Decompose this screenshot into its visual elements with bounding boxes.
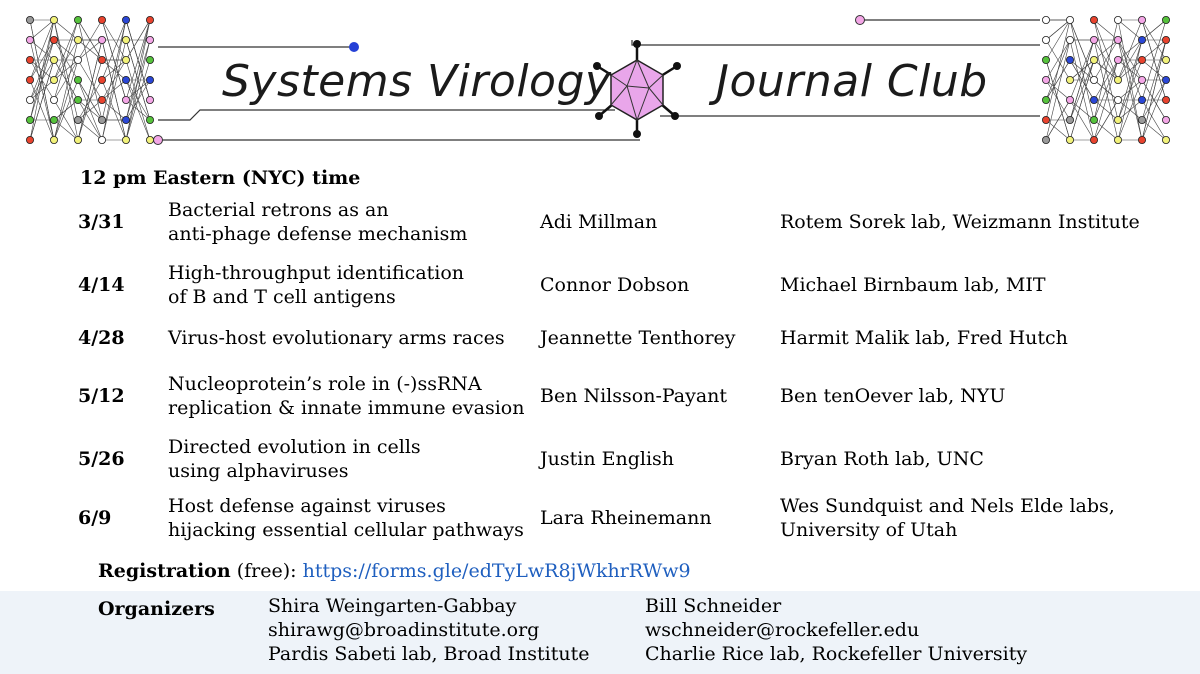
network-node	[1138, 116, 1145, 123]
row-lab-line1: Michael Birnbaum lab, MIT	[780, 274, 1046, 296]
network-node	[1138, 16, 1145, 23]
organizer-email[interactable]: wschneider@rockefeller.edu	[645, 619, 920, 641]
row-lab-line1: Harmit Malik lab, Fred Hutch	[780, 327, 1068, 349]
network-node	[146, 136, 153, 143]
network-node	[1042, 76, 1049, 83]
network-node	[146, 76, 153, 83]
registration-label: Registration	[98, 560, 231, 582]
row-speaker: Jeannette Tenthorey	[540, 327, 736, 349]
network-node	[1090, 76, 1097, 83]
network-node	[98, 76, 105, 83]
network-node	[74, 136, 81, 143]
network-node	[50, 56, 57, 63]
network-node	[1114, 16, 1121, 23]
network-node	[1114, 36, 1121, 43]
organizer-email[interactable]: shirawg@broadinstitute.org	[268, 619, 540, 641]
network-node	[1162, 16, 1169, 23]
row-date: 4/14	[78, 274, 125, 296]
network-node	[146, 116, 153, 123]
network-node	[1138, 76, 1145, 83]
row-date: 6/9	[78, 507, 112, 529]
network-node	[1042, 116, 1049, 123]
organizer-name: Shira Weingarten-Gabbay	[268, 595, 517, 617]
network-node	[146, 36, 153, 43]
row-speaker: Connor Dobson	[540, 274, 690, 296]
network-node	[50, 36, 57, 43]
network-node	[146, 96, 153, 103]
network-node	[1042, 136, 1049, 143]
row-speaker: Justin English	[540, 448, 675, 470]
network-node	[1162, 116, 1169, 123]
row-topic-line2: of B and T cell antigens	[168, 286, 396, 308]
row-topic-line1: Nucleoprotein’s role in (-)ssRNA	[168, 373, 482, 395]
network-node	[50, 116, 57, 123]
title-right: Journal Club	[716, 56, 988, 107]
network-node	[1090, 16, 1097, 23]
network-node	[146, 16, 153, 23]
organizers-label: Organizers	[98, 598, 215, 620]
network-node	[98, 16, 105, 23]
row-topic-line1: Virus-host evolutionary arms races	[168, 327, 505, 349]
network-node	[122, 76, 129, 83]
network-node	[146, 56, 153, 63]
organizer-card	[268, 594, 590, 666]
network-node	[1090, 56, 1097, 63]
network-node	[26, 116, 33, 123]
network-node	[1066, 136, 1073, 143]
network-node	[50, 16, 57, 23]
network-node	[1138, 56, 1145, 63]
organizer-affiliation: Pardis Sabeti lab, Broad Institute	[268, 643, 590, 665]
network-node	[1090, 36, 1097, 43]
network-node	[26, 76, 33, 83]
network-node	[50, 76, 57, 83]
network-node	[1066, 96, 1073, 103]
network-node	[26, 16, 33, 23]
network-node	[1066, 116, 1073, 123]
network-node	[98, 56, 105, 63]
row-lab-line1: Bryan Roth lab, UNC	[780, 448, 984, 470]
row-date: 3/31	[78, 211, 125, 233]
neural-network-left-graphic	[26, 16, 153, 143]
row-date: 5/12	[78, 385, 125, 407]
network-node	[1114, 116, 1121, 123]
network-node	[1162, 76, 1169, 83]
network-node	[1138, 96, 1145, 103]
network-node	[122, 56, 129, 63]
network-node	[1042, 36, 1049, 43]
network-node	[1138, 36, 1145, 43]
row-speaker: Adi Millman	[540, 211, 658, 233]
network-node	[122, 16, 129, 23]
network-node	[1066, 16, 1073, 23]
network-node	[1114, 96, 1121, 103]
title-left: Systems Virology	[222, 56, 612, 107]
network-node	[1090, 116, 1097, 123]
row-lab-line1: Wes Sundquist and Nels Elde labs,	[780, 495, 1115, 517]
row-topic-line2: hijacking essential cellular pathways	[168, 519, 524, 541]
organizer-affiliation: Charlie Rice lab, Rockefeller University	[645, 643, 1028, 665]
network-node	[1114, 56, 1121, 63]
row-date: 4/28	[78, 327, 125, 349]
network-node	[74, 76, 81, 83]
network-node	[98, 116, 105, 123]
row-topic-line2: anti-phage defense mechanism	[168, 223, 468, 245]
registration-line	[98, 560, 691, 582]
network-node	[26, 136, 33, 143]
network-node	[1162, 36, 1169, 43]
network-node	[74, 16, 81, 23]
organizer-name: Bill Schneider	[645, 595, 782, 617]
organizer-card	[645, 594, 1027, 666]
registration-note: (free):	[230, 560, 303, 582]
network-node	[1114, 76, 1121, 83]
network-node	[26, 96, 33, 103]
network-node	[98, 96, 105, 103]
network-node	[98, 136, 105, 143]
network-node	[1066, 36, 1073, 43]
network-node	[98, 36, 105, 43]
network-node	[122, 96, 129, 103]
row-topic-line2: replication & innate immune evasion	[168, 397, 525, 419]
row-topic-line1: Directed evolution in cells	[168, 436, 421, 458]
row-speaker: Lara Rheinemann	[540, 507, 712, 529]
network-node	[1162, 96, 1169, 103]
row-date: 5/26	[78, 448, 125, 470]
neural-network-right-graphic	[1042, 16, 1169, 143]
registration-link[interactable]: https://forms.gle/edTyLwR8jWkhrRWw9	[302, 560, 691, 582]
network-node	[1138, 136, 1145, 143]
network-node	[74, 96, 81, 103]
row-lab-line1: Rotem Sorek lab, Weizmann Institute	[780, 211, 1140, 233]
network-node	[50, 136, 57, 143]
organizers-panel	[0, 591, 1200, 674]
row-topic-line1: High-throughput identification	[168, 262, 465, 284]
network-node	[1042, 96, 1049, 103]
network-node	[1090, 136, 1097, 143]
network-node	[122, 136, 129, 143]
network-node	[1042, 56, 1049, 63]
row-speaker: Ben Nilsson-Payant	[540, 385, 728, 407]
network-node	[74, 56, 81, 63]
network-node	[74, 116, 81, 123]
row-topic-line1: Host defense against viruses	[168, 495, 446, 517]
row-topic-line1: Bacterial retrons as an	[168, 199, 389, 221]
network-node	[122, 36, 129, 43]
network-node	[1162, 56, 1169, 63]
row-lab-line2: University of Utah	[780, 519, 958, 541]
network-node	[26, 36, 33, 43]
network-node	[26, 56, 33, 63]
network-node	[1162, 136, 1169, 143]
network-node	[74, 36, 81, 43]
network-node	[1042, 16, 1049, 23]
accent-dot	[349, 42, 359, 52]
row-lab-line1: Ben tenOever lab, NYU	[780, 385, 1006, 407]
timezone-label: 12 pm Eastern (NYC) time	[80, 167, 361, 189]
network-node	[1090, 96, 1097, 103]
network-node	[1114, 136, 1121, 143]
network-node	[50, 96, 57, 103]
network-node	[122, 116, 129, 123]
network-node	[1066, 56, 1073, 63]
network-node	[1066, 76, 1073, 83]
row-topic-line2: using alphaviruses	[168, 460, 349, 482]
